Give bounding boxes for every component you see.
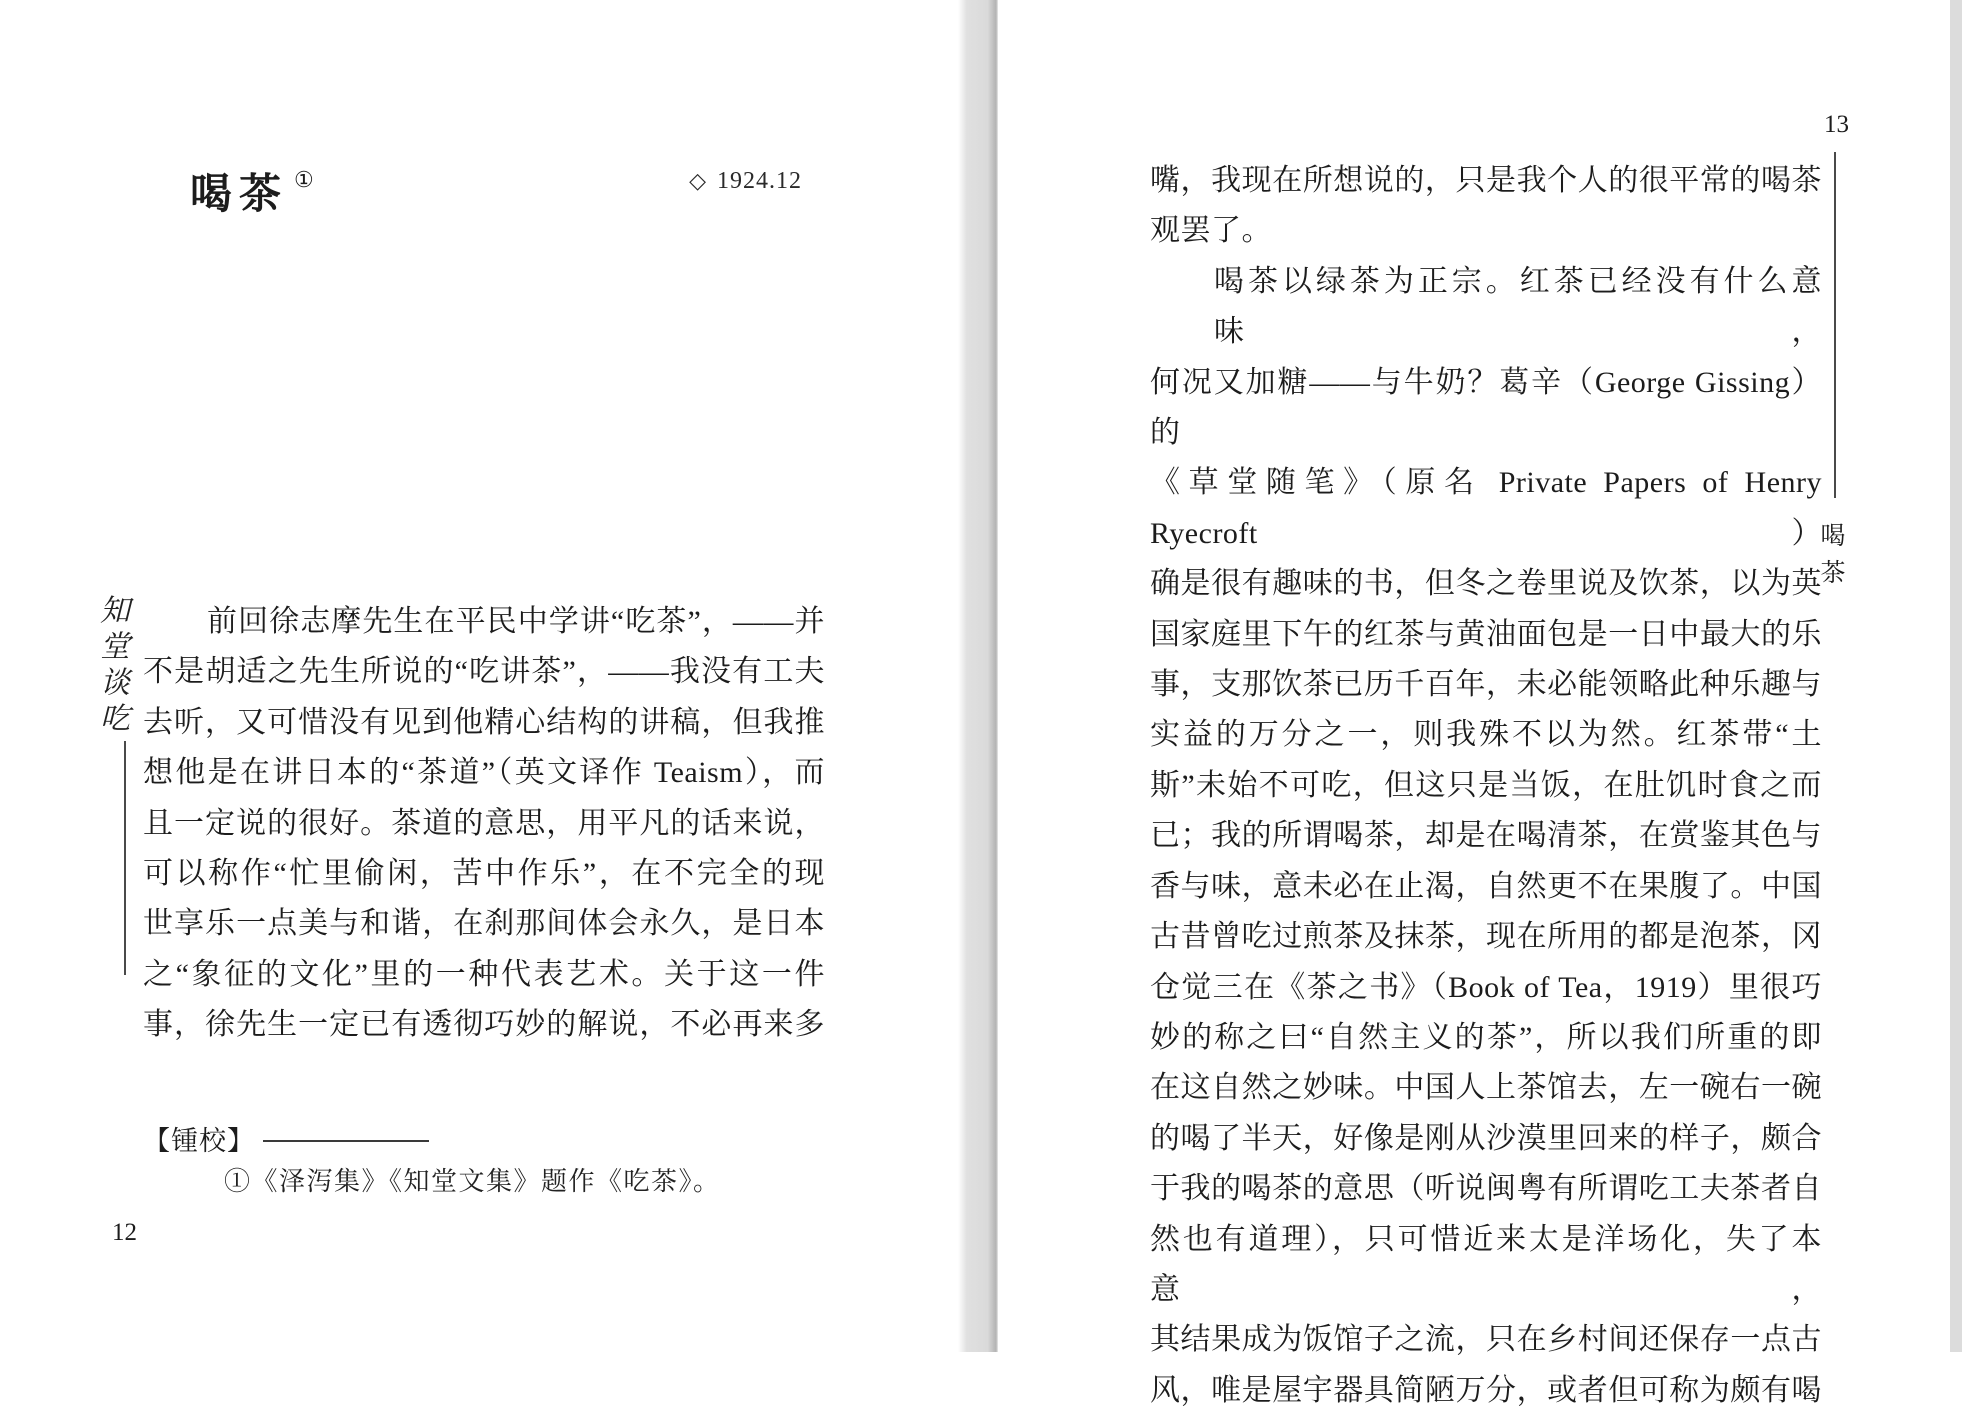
text-line: 嘴，我现在所想说的，只是我个人的很平常的喝茶 bbox=[1150, 164, 1822, 197]
date-text: 1924.12 bbox=[717, 168, 802, 194]
text-line: 不是胡适之先生所说的“吃讲茶”，——我没有工夫 bbox=[143, 655, 825, 689]
page-gutter bbox=[958, 0, 998, 1352]
footnote-ref-marker: ① bbox=[294, 167, 314, 193]
text-line: 想他是在讲日本的“茶道”（英文译作 Teaism），而 bbox=[143, 756, 825, 790]
text-line: 事，支那饮茶已历千百年，未必能领略此种乐趣与 bbox=[1150, 668, 1822, 702]
body-text-right bbox=[1150, 156, 1822, 1416]
text-line: 在这自然之妙味。中国人上茶馆去，左一碗右一碗 bbox=[1150, 1071, 1822, 1105]
footnote-text: ①《泽泻集》《知堂文集》题作《吃茶》。 bbox=[224, 1167, 721, 1196]
page-number-right: 13 bbox=[1824, 111, 1849, 138]
text-line: 观罢了。 bbox=[1150, 214, 1272, 248]
text-line: 已；我的所谓喝茶，却是在喝清茶，在赏鉴其色与 bbox=[1150, 819, 1822, 853]
text-line: 事，徐先生一定已有透彻巧妙的解说，不必再来多 bbox=[143, 1008, 825, 1042]
right-edge-strip bbox=[1950, 0, 1962, 1352]
text-line: 斯”未始不可吃，但这只是当饭，在肚饥时食之而 bbox=[1150, 768, 1822, 802]
chapter-title bbox=[190, 167, 314, 219]
series-calligraphy-label: 知堂谈吃 bbox=[95, 594, 128, 738]
text-line: 前回徐志摩先生在平民中学讲“吃茶”，——并 bbox=[207, 605, 825, 638]
text-line: 去听，又可惜没有见到他精心结构的讲稿，但我推 bbox=[143, 705, 825, 739]
text-line: 的喝了半天，好像是刚从沙漠里回来的样子，颇合 bbox=[1150, 1121, 1822, 1155]
page-number-left: 12 bbox=[112, 1219, 137, 1246]
text-line: 喝茶以绿茶为正宗。红茶已经没有什么意味， bbox=[1214, 264, 1822, 349]
text-line: 于我的喝茶的意思（听说闽粤有所谓吃工夫茶者自 bbox=[1150, 1172, 1822, 1206]
text-line: 可以称作“忙里偷闲，苦中作乐”，在不完全的现 bbox=[143, 857, 825, 891]
text-line: 然也有道理），只可惜近来太是洋场化，失了本意， bbox=[1150, 1222, 1822, 1306]
text-line: 且一定说的很好。茶道的意思，用平凡的话来说， bbox=[143, 806, 825, 840]
right-margin-rule bbox=[1834, 152, 1836, 498]
text-line: 妙的称之曰“自然主义的茶”，所以我们所重的即 bbox=[1150, 1020, 1822, 1054]
text-line: 香与味，意未必在止渴，自然更不在果腹了。中国 bbox=[1150, 869, 1822, 903]
text-line: 何况又加糖——与牛奶？葛辛（George Gissing）的 bbox=[1150, 365, 1822, 450]
right-page bbox=[998, 0, 1950, 1407]
text-line: 实益的万分之一，则我殊不以为然。红茶带“土 bbox=[1150, 718, 1822, 752]
text-line: 风，唯是屋宇器具简陋万分，或者但可称为颇有喝 bbox=[1150, 1373, 1822, 1407]
date-diamond-icon: ◇ bbox=[689, 168, 707, 193]
collation-rule bbox=[263, 1140, 429, 1142]
date-line bbox=[640, 168, 802, 194]
left-page bbox=[0, 0, 958, 1352]
running-chapter-label: 喝茶 bbox=[1817, 522, 1844, 596]
collation-label: 【锺校】 bbox=[143, 1126, 255, 1156]
left-margin-rule bbox=[124, 741, 126, 975]
text-line: 确是很有趣味的书，但冬之卷里说及饮茶，以为英 bbox=[1150, 567, 1822, 601]
collation-note bbox=[143, 1119, 429, 1158]
text-line: 国家庭里下午的红茶与黄油面包是一日中最大的乐 bbox=[1150, 617, 1822, 651]
text-line: 古昔曾吃过煎茶及抹茶，现在所用的都是泡茶，冈 bbox=[1150, 920, 1822, 954]
text-line: 仓觉三在《茶之书》（Book of Tea，1919）里很巧 bbox=[1150, 970, 1822, 1004]
body-text-left bbox=[143, 597, 825, 1051]
text-line: 之“象征的文化”里的一种代表艺术。关于这一件 bbox=[143, 957, 825, 991]
text-line: 世享乐一点美与和谐，在刹那间体会永久，是日本 bbox=[143, 907, 825, 941]
text-line: 其结果成为饭馆子之流，只在乡村间还保存一点古 bbox=[1150, 1323, 1822, 1357]
text-line: 《草堂随笔》（原名 Private Papers of Henry Ryecroft） bbox=[1150, 466, 1822, 550]
chapter-title-text: 喝茶 bbox=[190, 172, 289, 219]
